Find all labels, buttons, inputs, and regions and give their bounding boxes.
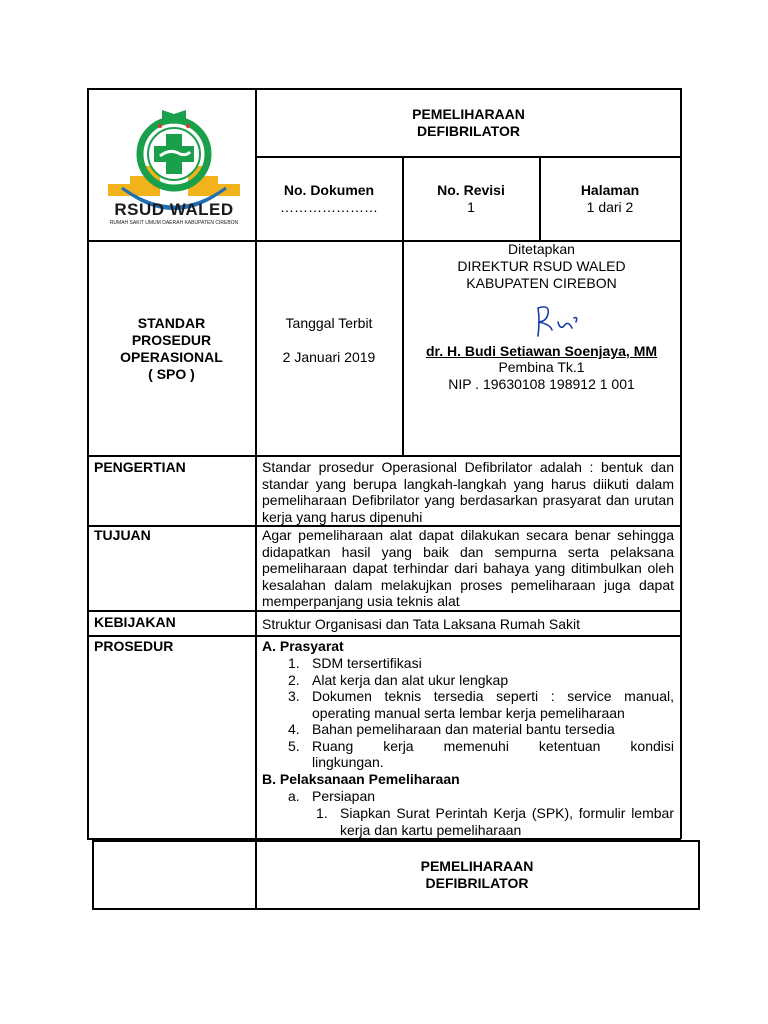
document-title-line2: DEFIBRILATOR: [417, 123, 520, 139]
prasyarat-list: [288, 655, 674, 771]
list-item: [288, 672, 674, 689]
spo-line1: STANDAR: [137, 315, 206, 331]
list-item-text: Bahan pemeliharaan dan material bantu tersedia: [312, 721, 615, 737]
table-divider-spo: [87, 455, 681, 457]
kebijakan-text: Struktur Organisasi dan Tata Laksana Rumah Sakit: [262, 616, 581, 632]
prosedur-label: PROSEDUR: [94, 638, 174, 654]
no-revisi-value: 1: [467, 199, 475, 215]
list-item: [316, 805, 674, 838]
kebijakan-label: KEBIJAKAN: [94, 614, 176, 630]
direktur-line1: DIREKTUR RSUD WALED: [457, 258, 626, 274]
signer-rank: Pembina Tk.1: [498, 359, 585, 375]
list-item-number: 1.: [316, 805, 328, 821]
tanggal-terbit-label: Tanggal Terbit: [285, 315, 373, 331]
list-item-number: 4.: [288, 721, 300, 737]
list-item: [288, 721, 674, 738]
list-item-number: 2.: [288, 671, 300, 688]
direktur-line2: KABUPATEN CIREBON: [466, 275, 617, 291]
table-border-left: [87, 88, 89, 839]
tanggal-terbit-value: 2 Januari 2019: [282, 349, 376, 365]
signer-name: dr. H. Budi Setiawan Soenjaya, MM: [425, 343, 658, 359]
table-divider-tujuan: [87, 610, 681, 612]
list-item-text: Alat kerja dan alat ukur lengkap: [312, 671, 509, 688]
spo-line2: PROSEDUR: [131, 332, 212, 348]
no-revisi-label: No. Revisi: [437, 182, 505, 198]
list-item-text: Dokumen teknis tersedia seperti : service manual, operating manual serta lembar kerja pemeliharaan: [312, 688, 674, 721]
spo-line4: ( SPO ): [148, 366, 195, 382]
prasyarat-heading: A. Prasyarat: [262, 638, 344, 654]
logo-text: RSUD WALED: [114, 200, 234, 219]
hospital-logo: [100, 96, 248, 232]
persiapan-list: [316, 805, 674, 838]
persiapan-marker: a.: [288, 788, 300, 804]
list-item-text: Siapkan Surat Perintah Kerja (SPK), formulir lembar kerja dan kartu pemeliharaan: [340, 805, 674, 838]
page2-border-bottom: [92, 908, 699, 910]
tujuan-text: Agar pemeliharaan alat dapat dilakukan secara benar sehingga didapatkan hasil yang baik dan sempurna serta pelaksana pemeliharaan dapat terhindar dari bahaya yang ditimbulkan oleh kesalahan dalam melakujkan proses pemeliharaan juga dapat memperpanjang usia teknis alat: [262, 527, 674, 609]
table-divider-kebijakan: [87, 635, 681, 637]
halaman-label: Halaman: [580, 182, 640, 198]
pengertian-label: PENGERTIAN: [94, 459, 186, 475]
pengertian-text: Standar prosedur Operasional Defibrilator adalah : bentuk dan standar yang berupa langkah-langkah yang harus diikuti dalam pemeliharaan Defibrilator yang berdasarkan prasyarat dan urutan kerja yang harus dipenuhi: [262, 459, 674, 525]
list-item-number: 3.: [288, 688, 300, 704]
list-item-text: Ruang kerja memenuhi ketentuan kondisi lingkungan.: [312, 737, 674, 770]
table-divider-labels: [255, 455, 257, 839]
logo-subtext: RUMAH SAKIT UMUM DAERAH KABUPATEN CIREBON: [109, 220, 239, 226]
page2-title-line2: DEFIBRILATOR: [425, 875, 529, 891]
table-border-right: [680, 88, 682, 839]
signer-nip: NIP . 19630108 198912 1 001: [448, 376, 635, 392]
ditetapkan-text: Ditetapkan: [508, 241, 575, 257]
page2-border-right: [698, 840, 700, 910]
table-divider-title: [255, 156, 681, 158]
page2-title-line1: PEMELIHARAAN: [420, 858, 534, 874]
persiapan-text: Persiapan: [312, 788, 376, 804]
page2-border-left: [92, 840, 94, 910]
document-title-line1: PEMELIHARAAN: [412, 106, 525, 122]
table-divider-logo: [255, 88, 257, 456]
no-dokumen-label: No. Dokumen: [283, 182, 375, 198]
list-item-number: 5.: [288, 737, 300, 754]
list-item: [288, 655, 674, 672]
list-item: [288, 688, 674, 721]
list-item: [288, 738, 674, 771]
list-item-text: SDM tersertifikasi: [312, 655, 422, 671]
table-border-top: [87, 88, 681, 90]
signature-icon: [528, 300, 584, 340]
pelaksanaan-heading: B. Pelaksanaan Pemeliharaan: [262, 771, 460, 787]
no-dokumen-value: …………………: [280, 199, 378, 215]
tujuan-label: TUJUAN: [94, 527, 151, 543]
page2-border-top: [92, 840, 699, 842]
list-item-number: 1.: [288, 655, 300, 671]
spo-line3: OPERASIONAL: [120, 349, 223, 365]
halaman-value: 1 dari 2: [586, 199, 634, 215]
